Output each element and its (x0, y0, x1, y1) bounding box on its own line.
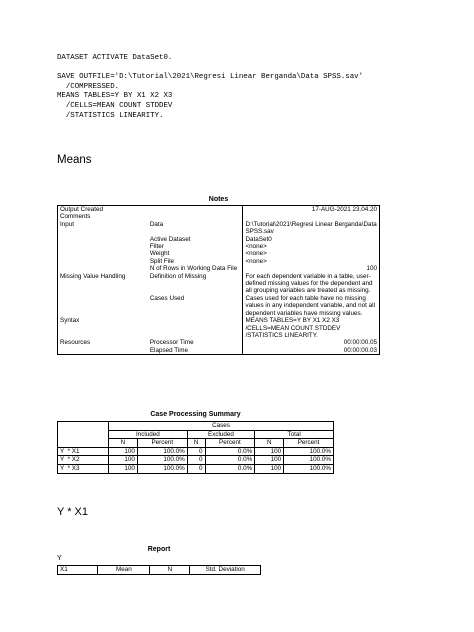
report-title: Report (147, 546, 171, 553)
notes-cell: MEANS TABLES=Y BY X1 X2 X3 /CELLS=MEAN COUNT STDDEV /STATISTICS LINEARITY. (243, 317, 380, 339)
data-cell: 0.0% (205, 456, 255, 465)
notes-cell (148, 206, 243, 214)
notes-cell: <none> (243, 258, 380, 265)
notes-cell (58, 258, 148, 265)
notes-cell: Output Created (60, 206, 104, 213)
data-cell: 100 (109, 456, 138, 465)
notes-cell (58, 295, 148, 317)
notes-cell: Split File (149, 257, 174, 265)
data-cell: 0 (187, 447, 205, 456)
subheader-cell: Percent (137, 439, 187, 448)
notes-cell: <none> (243, 250, 380, 257)
notes-cell: Filter (149, 243, 164, 251)
notes-cell (148, 213, 243, 220)
subheader-cell: N (255, 439, 284, 448)
data-cell: 0 (187, 464, 205, 473)
notes-title: Notes (208, 196, 229, 203)
subheader-cell: Percent (205, 439, 255, 448)
notes-cell: DataSet0 (243, 236, 380, 243)
notes-row (58, 243, 380, 250)
syntax-line: /COMPRESSED. (57, 82, 120, 91)
notes-cell: Weight (149, 250, 170, 258)
syntax-block (57, 54, 363, 121)
table-row (58, 464, 334, 473)
notes-row (58, 236, 380, 243)
data-cell: 100.0% (284, 447, 334, 456)
notes-cell: Definition of Missing (149, 272, 207, 280)
notes-row (58, 221, 380, 236)
notes-cell: Cases Used (149, 294, 185, 302)
means-heading: Means (57, 154, 92, 166)
notes-cell: 17-AUG-2021 23.04.20 (243, 206, 380, 214)
notes-cell: Processor Time (149, 339, 194, 347)
report-header-cell: Mean (98, 566, 150, 575)
data-cell: 100.0% (137, 447, 187, 456)
report-header-cell: X1 (58, 566, 98, 575)
data-cell: 100.0% (137, 464, 187, 473)
subheader-cell: Percent (284, 439, 334, 448)
notes-cell: Resources (60, 339, 91, 347)
case-processing-table (57, 421, 334, 474)
notes-cell (243, 213, 380, 220)
row-label: Y * X2 (58, 456, 109, 465)
notes-cell (58, 250, 148, 257)
notes-row (58, 317, 380, 339)
report-header-cell: Std. Deviation (190, 566, 261, 575)
notes-cell (58, 243, 148, 250)
notes-row (58, 347, 380, 355)
notes-cell: Input (60, 220, 75, 228)
syntax-line: /CELLS=MEAN COUNT STDDEV (57, 101, 173, 110)
report-header-cell: N (150, 566, 190, 575)
data-cell: 100 (255, 456, 284, 465)
notes-table (57, 205, 380, 355)
notes-row (58, 265, 380, 272)
data-cell: 100.0% (137, 456, 187, 465)
notes-row (58, 339, 380, 346)
notes-cell (58, 347, 148, 355)
data-cell: 100 (255, 447, 284, 456)
corner-cell (58, 422, 109, 448)
notes-cell: Cases used for each table have no missing values in any independent variable, and not all dependent variables have missing values. (243, 295, 380, 317)
syntax-line: /STATISTICS LINEARITY. (57, 111, 164, 120)
data-cell: 0 (187, 456, 205, 465)
subheader-cell: N (187, 439, 205, 448)
notes-cell (58, 265, 148, 272)
notes-cell (58, 236, 148, 243)
notes-row (58, 258, 380, 265)
notes-cell: For each dependent variable in a table, user-defined missing values for the dependent and all grouping variables are treated as missing. (243, 273, 380, 295)
subheader-cell: N (109, 439, 138, 448)
notes-cell: 100 (243, 265, 380, 272)
notes-cell: D:\Tutorial\2021\Regresi Linear Berganda\Data SPSS.sav (243, 221, 380, 236)
table-row (58, 456, 334, 465)
data-cell: 100 (255, 464, 284, 473)
notes-row (58, 273, 380, 295)
notes-cell: Active Dataset (149, 235, 191, 243)
notes-cell: N of Rows in Working Data File (149, 265, 238, 273)
notes-cell (148, 317, 243, 339)
notes-cell: 00:00:00.05 (243, 339, 380, 346)
group-header: Total (255, 430, 334, 439)
notes-cell: <none> (243, 243, 380, 250)
section-heading: Y * X1 (57, 506, 88, 518)
group-header: Included (109, 430, 188, 439)
data-cell: 0.0% (205, 447, 255, 456)
data-cell: 0.0% (205, 464, 255, 473)
report-variable-label: Y (57, 555, 62, 562)
notes-row (58, 295, 380, 317)
row-label: Y * X1 (58, 447, 109, 456)
syntax-line: DATASET ACTIVATE DataSet0. (57, 54, 173, 62)
case-processing-title: Case Processing Summary (150, 411, 241, 418)
data-cell: 100 (109, 464, 138, 473)
row-label: Y * X3 (58, 464, 109, 473)
notes-row (58, 213, 380, 220)
group-header: Excluded (187, 430, 255, 439)
notes-row (58, 250, 380, 257)
data-cell: 100.0% (284, 456, 334, 465)
notes-cell: Syntax (60, 317, 80, 325)
syntax-line: SAVE OUTFILE='D:\Tutorial\2021\Regresi Linear Berganda\Data SPSS.sav' (57, 73, 364, 82)
data-cell: 100.0% (284, 464, 334, 473)
syntax-line (57, 64, 363, 74)
notes-row (58, 206, 380, 214)
notes-cell: Missing Value Handling (60, 272, 126, 280)
cases-header: Cases (109, 422, 334, 431)
notes-cell: 00:00:00.03 (243, 347, 380, 355)
report-table (57, 565, 261, 575)
notes-cell: Comments (60, 213, 91, 221)
notes-cell: Data (149, 220, 164, 228)
notes-cell: Elapsed Time (149, 346, 188, 354)
table-row (58, 447, 334, 456)
data-cell: 100 (109, 447, 138, 456)
syntax-line: MEANS TABLES=Y BY X1 X2 X3 (57, 92, 173, 101)
